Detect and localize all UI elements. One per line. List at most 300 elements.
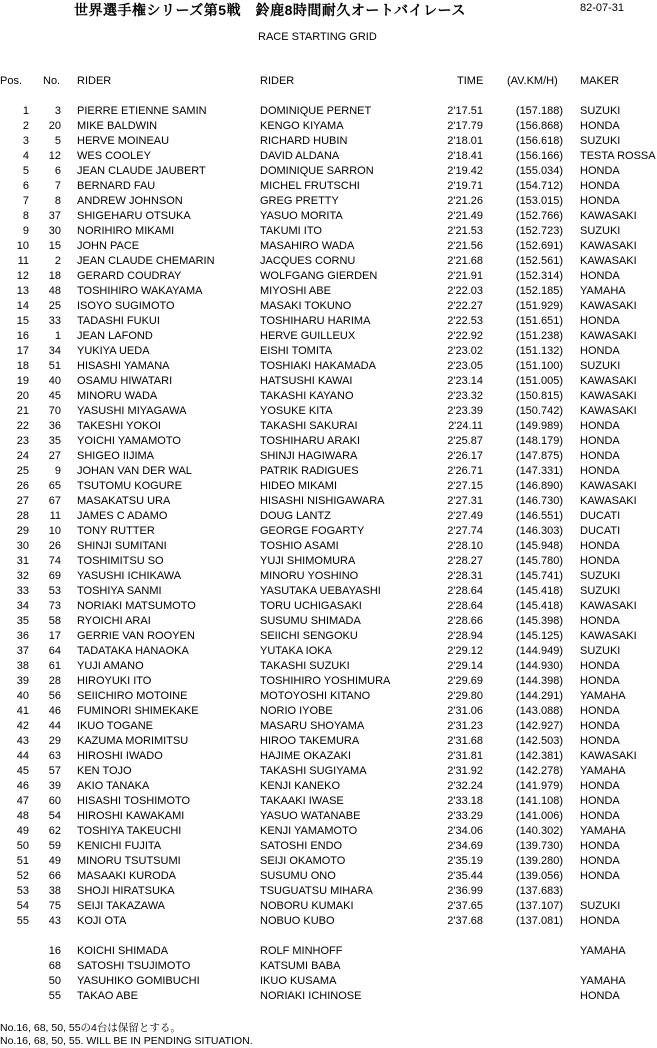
grid-row [0,150,657,165]
grid-row [0,390,657,405]
lap-time-cell: 2'22.92 [447,330,483,342]
maker-cell: HONDA [580,435,620,447]
rider-1-cell: ANDREW JOHNSON [77,195,183,207]
machine-number-cell: 2 [54,255,61,267]
grid-pos-cell: 50 [16,840,29,852]
header-rider-2: RIDER [260,75,295,87]
maker-cell: KAWASAKI [580,630,637,642]
maker-cell: YAMAHA [580,690,626,702]
machine-number-cell: 20 [48,120,61,132]
rider-2-cell: DOMINIQUE PERNET [260,105,372,117]
grid-row [0,750,657,765]
lap-time-cell: 2'31.23 [447,720,483,732]
rider-1-cell: JEAN LAFOND [77,330,153,342]
lap-time-cell: 2'18.01 [447,135,483,147]
grid-pos-cell: 36 [16,630,29,642]
maker-cell: HONDA [580,345,620,357]
rider-2-cell: MASAHIRO WADA [260,240,355,252]
average-speed-cell: (156.166) [515,150,563,162]
average-speed-cell: (151.132) [515,345,563,357]
pending-note-japanese: No.16, 68, 50, 55の4台は保留とする。 [0,1022,181,1034]
machine-number-cell: 45 [48,390,61,402]
rider-1-cell: AKIO TANAKA [77,780,150,792]
rider-1-cell: SHIGEO IIJIMA [77,450,155,462]
machine-number-cell: 8 [54,195,61,207]
grid-pos-cell: 2 [22,120,29,132]
grid-row [0,105,657,120]
grid-pos-cell: 49 [16,825,29,837]
maker-cell: SUZUKI [580,900,621,912]
maker-cell: HONDA [580,735,620,747]
rider-1-cell: YUJI AMANO [77,660,144,672]
rider-1-cell: YOICHI YAMAMOTO [77,435,181,447]
rider-1-cell: KAZUMA MORIMITSU [77,735,189,747]
rider-2-cell: TORU UCHIGASAKI [260,600,362,612]
rider-2-cell: TAKASHI SUGIYAMA [260,765,367,777]
average-speed-cell: (146.303) [515,525,563,537]
grid-pos-cell: 8 [22,210,29,222]
grid-row [0,375,657,390]
grid-row [0,345,657,360]
rider-1-cell: NORIHIRO MIKAMI [77,225,175,237]
rider-2-cell: YASUO MORITA [260,210,343,222]
lap-time-cell: 2'33.29 [447,810,483,822]
average-speed-cell: (150.742) [515,405,563,417]
lap-time-cell: 2'28.27 [447,555,483,567]
machine-number-cell: 15 [48,240,61,252]
grid-row [0,780,657,795]
lap-time-cell: 2'19.42 [447,165,483,177]
lap-time-cell: 2'21.56 [447,240,483,252]
maker-cell: HONDA [580,120,620,132]
machine-number-cell: 70 [48,405,61,417]
grid-row [0,165,657,180]
lap-time-cell: 2'28.66 [447,615,483,627]
grid-pos-cell: 10 [16,240,29,252]
lap-time-cell: 2'29.69 [447,675,483,687]
average-speed-cell: (151.005) [515,375,563,387]
rider-2-cell: GREG PRETTY [260,195,339,207]
grid-pos-cell: 17 [16,345,29,357]
lap-time-cell: 2'27.15 [447,480,483,492]
grid-row [0,810,657,825]
document-date: 82-07-31 [580,2,625,14]
grid-row [0,510,657,525]
rider-1-cell: HIROSHI KAWAKAMI [77,810,185,822]
maker-cell: KAWASAKI [580,480,637,492]
lap-time-cell: 2'28.64 [447,600,483,612]
average-speed-cell: (146.551) [515,510,563,522]
maker-cell: HONDA [580,840,620,852]
rider-2-cell: EISHI TOMITA [260,345,333,357]
grid-row [0,495,657,510]
rider-2-cell: KATSUMI BABA [260,960,341,972]
rider-2-cell: MICHEL FRUTSCHI [260,180,360,192]
rider-1-cell: FUMINORI SHIMEKAKE [77,705,199,717]
average-speed-cell: (142.278) [515,765,563,777]
average-speed-cell: (137.683) [515,885,563,897]
rider-2-cell: HATSUSHI KAWAI [260,375,353,387]
rider-1-cell: MASAAKI KURODA [77,870,177,882]
lap-time-cell: 2'26.71 [447,465,483,477]
maker-cell: HONDA [580,870,620,882]
grid-row [0,465,657,480]
rider-2-cell: YOSUKE KITA [260,405,333,417]
grid-row [0,330,657,345]
grid-row [0,915,657,930]
machine-number-cell: 56 [48,690,61,702]
rider-2-cell: JACQUES CORNU [260,255,356,267]
lap-time-cell: 2'23.02 [447,345,483,357]
grid-pos-cell: 29 [16,525,29,537]
average-speed-cell: (149.989) [515,420,563,432]
lap-time-cell: 2'21.49 [447,210,483,222]
machine-number-cell: 59 [48,840,61,852]
rider-1-cell: HISASHI TOSHIMOTO [77,795,191,807]
rider-1-cell: SEIJI TAKAZAWA [77,900,166,912]
grid-pos-cell: 9 [22,225,29,237]
machine-number-cell: 68 [48,960,61,972]
rider-1-cell: SHOJI HIRATSUKA [77,885,175,897]
header-rider-1: RIDER [77,75,112,87]
grid-row [0,405,657,420]
grid-row [0,210,657,225]
rider-2-cell: TAKUMI ITO [260,225,322,237]
machine-number-cell: 44 [48,720,61,732]
rider-1-cell: ISOYO SUGIMOTO [77,300,175,312]
grid-pos-cell: 35 [16,615,29,627]
grid-pos-cell: 30 [16,540,29,552]
grid-pos-cell: 33 [16,585,29,597]
maker-cell: HONDA [580,915,620,927]
rider-1-cell: OSAMU HIWATARI [77,375,173,387]
average-speed-cell: (151.651) [515,315,563,327]
grid-pos-cell: 16 [16,330,29,342]
machine-number-cell: 57 [48,765,61,777]
grid-row [0,300,657,315]
average-speed-cell: (151.100) [515,360,563,372]
grid-pos-cell: 4 [22,150,29,162]
maker-cell: HONDA [580,165,620,177]
grid-row [0,690,657,705]
rider-2-cell: NOBORU KUMAKI [260,900,354,912]
rider-1-cell: TAKESHI YOKOI [77,420,161,432]
grid-row [0,540,657,555]
rider-1-cell: YASUSHI MIYAGAWA [77,405,187,417]
average-speed-cell: (142.503) [515,735,563,747]
maker-cell: HONDA [580,615,620,627]
rider-1-cell: SATOSHI TSUJIMOTO [77,960,191,972]
machine-number-cell: 11 [49,510,61,522]
rider-1-cell: SEIICHIRO MOTOINE [77,690,188,702]
grid-row [0,360,657,375]
rider-1-cell: MINORU WADA [77,390,158,402]
grid-row [0,615,657,630]
maker-cell: DUCATI [580,510,621,522]
rider-1-cell: MASAKATSU URA [77,495,171,507]
grid-row [0,450,657,465]
grid-pos-cell: 24 [16,450,29,462]
rider-2-cell: MINORU YOSHINO [260,570,359,582]
rider-1-cell: KOICHI SHIMADA [77,945,169,957]
maker-cell: TESTA ROSSA [580,150,656,162]
grid-pos-cell: 55 [16,915,29,927]
machine-number-cell: 58 [48,615,61,627]
grid-row [0,720,657,735]
machine-number-cell: 60 [48,795,61,807]
machine-number-cell: 17 [48,630,61,642]
average-speed-cell: (143.088) [515,705,563,717]
lap-time-cell: 2'32.24 [447,780,483,792]
grid-pos-cell: 21 [16,405,29,417]
pending-row [0,990,657,1005]
rider-2-cell: KENJI YAMAMOTO [260,825,358,837]
machine-number-cell: 65 [48,480,61,492]
lap-time-cell: 2'28.31 [447,570,483,582]
maker-cell: SUZUKI [580,645,621,657]
average-speed-cell: (146.730) [515,495,563,507]
rider-1-cell: TOSHIHIRO WAKAYAMA [77,285,203,297]
average-speed-cell: (150.815) [515,390,563,402]
lap-time-cell: 2'31.68 [447,735,483,747]
maker-cell: YAMAHA [580,825,626,837]
lap-time-cell: 2'31.81 [447,750,483,762]
machine-number-cell: 43 [48,915,61,927]
grid-row [0,270,657,285]
machine-number-cell: 39 [48,780,61,792]
rider-1-cell: YUKIYA UEDA [77,345,150,357]
average-speed-cell: (151.238) [515,330,563,342]
average-speed-cell: (140.302) [515,825,563,837]
grid-pos-cell: 40 [16,690,29,702]
rider-2-cell: YASUTAKA UEBAYASHI [260,585,381,597]
rider-2-cell: TAKAAKI IWASE [260,795,344,807]
rider-2-cell: SHINJI HAGIWARA [260,450,358,462]
rider-2-cell: TOSHIAKI HAKAMADA [260,360,376,372]
maker-cell: KAWASAKI [580,390,637,402]
rider-1-cell: MIKE BALDWIN [77,120,158,132]
machine-number-cell: 75 [48,900,61,912]
maker-cell: HONDA [580,450,620,462]
average-speed-cell: (142.927) [515,720,563,732]
grid-pos-cell: 19 [16,375,29,387]
grid-row [0,585,657,600]
grid-row [0,120,657,135]
header-no: No. [43,75,61,87]
rider-2-cell: RICHARD HUBIN [260,135,348,147]
grid-pos-cell: 38 [16,660,29,672]
grid-row [0,675,657,690]
rider-1-cell: HIROYUKI ITO [77,675,152,687]
rider-2-cell: DOMINIQUE SARRON [260,165,374,177]
rider-1-cell: HERVE MOINEAU [77,135,170,147]
grid-pos-cell: 26 [16,480,29,492]
lap-time-cell: 2'26.17 [447,450,483,462]
machine-number-cell: 62 [48,825,61,837]
lap-time-cell: 2'21.26 [447,195,483,207]
rider-2-cell: TOSHIO ASAMI [260,540,339,552]
rider-1-cell: SHINJI SUMITANI [77,540,167,552]
grid-row [0,795,657,810]
average-speed-cell: (154.712) [515,180,563,192]
rider-2-cell: TAKASHI SUZUKI [260,660,350,672]
grid-pos-cell: 32 [16,570,29,582]
rider-2-cell: TOSHIHARU ARAKI [260,435,361,447]
rider-2-cell: SUSUMU ONO [260,870,336,882]
rider-2-cell: HERVE GUILLEUX [260,330,356,342]
lap-time-cell: 2'17.51 [447,105,483,117]
rider-2-cell: DOUG LANTZ [260,510,331,522]
machine-number-cell: 35 [48,435,61,447]
grid-row [0,870,657,885]
average-speed-cell: (141.006) [515,810,563,822]
average-speed-cell: (139.280) [515,855,563,867]
average-speed-cell: (145.398) [515,615,563,627]
average-speed-cell: (145.418) [515,600,563,612]
maker-cell: HONDA [580,315,620,327]
grid-pos-cell: 28 [16,510,29,522]
grid-pos-cell: 23 [16,435,29,447]
grid-row [0,555,657,570]
rider-2-cell: SEIJI OKAMOTO [260,855,346,867]
lap-time-cell: 2'25.87 [447,435,483,447]
average-speed-cell: (153.015) [515,195,563,207]
rider-2-cell: HISASHI NISHIGAWARA [260,495,385,507]
lap-time-cell: 2'28.64 [447,585,483,597]
lap-time-cell: 2'29.80 [447,690,483,702]
machine-number-cell: 67 [48,495,61,507]
maker-cell: YAMAHA [580,975,626,987]
maker-cell: KAWASAKI [580,750,637,762]
maker-cell: SUZUKI [580,105,621,117]
maker-cell: HONDA [580,795,620,807]
machine-number-cell: 34 [48,345,61,357]
machine-number-cell: 69 [48,570,61,582]
machine-number-cell: 37 [48,210,61,222]
average-speed-cell: (156.868) [515,120,563,132]
lap-time-cell: 2'27.31 [447,495,483,507]
grid-row [0,855,657,870]
grid-row [0,180,657,195]
rider-2-cell: NORIAKI ICHINOSE [260,990,362,1002]
average-speed-cell: (145.418) [515,585,563,597]
rider-1-cell: JEAN CLAUDE CHEMARIN [77,255,215,267]
maker-cell: KAWASAKI [580,255,637,267]
grid-pos-cell: 11 [17,255,29,267]
maker-cell: HONDA [580,540,620,552]
grid-pos-cell: 48 [16,810,29,822]
rider-2-cell: DAVID ALDANA [260,150,340,162]
grid-pos-cell: 14 [16,300,29,312]
maker-cell: SUZUKI [580,570,621,582]
grid-pos-cell: 52 [16,870,29,882]
pending-row [0,945,657,960]
machine-number-cell: 51 [48,360,61,372]
average-speed-cell: (146.890) [515,480,563,492]
maker-cell: KAWASAKI [580,375,637,387]
grid-row [0,570,657,585]
grid-row [0,525,657,540]
rider-1-cell: MINORU TSUTSUMI [77,855,181,867]
rider-2-cell: GEORGE FOGARTY [260,525,365,537]
machine-number-cell: 18 [48,270,61,282]
lap-time-cell: 2'33.18 [447,795,483,807]
rider-2-cell: TAKASHI KAYANO [260,390,354,402]
rider-1-cell: TONY RUTTER [77,525,155,537]
average-speed-cell: (137.107) [515,900,563,912]
grid-pos-cell: 42 [16,720,29,732]
rider-2-cell: MASARU SHOYAMA [260,720,365,732]
pending-row [0,960,657,975]
header-time: TIME [457,75,484,87]
lap-time-cell: 2'35.19 [447,855,483,867]
maker-cell: YAMAHA [580,765,626,777]
rider-2-cell: TAKASHI SAKURAI [260,420,358,432]
rider-2-cell: TOSHIHARU HARIMA [260,315,371,327]
grid-row [0,765,657,780]
grid-row [0,435,657,450]
rider-2-cell: SATOSHI ENDO [260,840,343,852]
lap-time-cell: 2'23.32 [447,390,483,402]
rider-1-cell: PIERRE ETIENNE SAMIN [77,105,207,117]
grid-pos-cell: 44 [16,750,29,762]
machine-number-cell: 33 [48,315,61,327]
machine-number-cell: 7 [54,180,61,192]
rider-1-cell: TOSHIYA TAKEUCHI [77,825,182,837]
rider-2-cell: KENGO KIYAMA [260,120,344,132]
grid-pos-cell: 5 [22,165,29,177]
rider-2-cell: SEIICHI SENGOKU [260,630,358,642]
maker-cell: KAWASAKI [580,300,637,312]
rider-1-cell: JEAN CLAUDE JAUBERT [77,165,206,177]
lap-time-cell: 2'27.74 [447,525,483,537]
lap-time-cell: 2'29.14 [447,660,483,672]
average-speed-cell: (144.398) [515,675,563,687]
lap-time-cell: 2'37.65 [447,900,483,912]
grid-pos-cell: 27 [16,495,29,507]
rider-1-cell: JOHN PACE [77,240,140,252]
rider-1-cell: HIROSHI IWADO [77,750,163,762]
grid-row [0,885,657,900]
header-pos: Pos. [0,75,23,87]
machine-number-cell: 1 [54,330,61,342]
grid-pos-cell: 34 [16,600,29,612]
lap-time-cell: 2'31.06 [447,705,483,717]
machine-number-cell: 25 [48,300,61,312]
rider-2-cell: NORIO IYOBE [260,705,333,717]
rider-1-cell: KEN TOJO [77,765,132,777]
maker-cell: HONDA [580,720,620,732]
average-speed-cell: (141.108) [515,795,563,807]
rider-1-cell: RYOICHI ARAI [77,615,151,627]
maker-cell: HONDA [580,420,620,432]
lap-time-cell: 2'21.91 [447,270,483,282]
grid-row [0,480,657,495]
lap-time-cell: 2'35.44 [447,870,483,882]
lap-time-cell: 2'22.03 [447,285,483,297]
machine-number-cell: 9 [54,465,61,477]
maker-cell: HONDA [580,465,620,477]
machine-number-cell: 29 [48,735,61,747]
grid-row [0,705,657,720]
rider-2-cell: HAJIME OKAZAKI [260,750,352,762]
rider-1-cell: YASUSHI ICHIKAWA [77,570,182,582]
lap-time-cell: 2'37.68 [447,915,483,927]
maker-cell: KAWASAKI [580,495,637,507]
average-speed-cell: (145.948) [515,540,563,552]
machine-number-cell: 50 [48,975,61,987]
lap-time-cell: 2'27.49 [447,510,483,522]
